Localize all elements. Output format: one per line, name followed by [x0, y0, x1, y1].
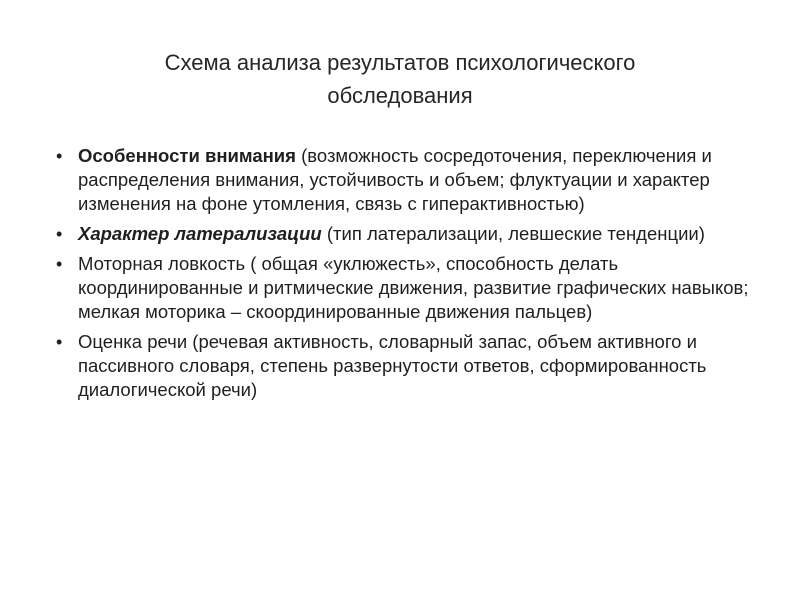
slide-title — [60, 46, 740, 112]
bullet-lead: Характер латерализации — [78, 223, 322, 244]
bullet-list — [56, 144, 756, 408]
bullet-item-attention — [56, 144, 756, 216]
bullet-item-speech — [56, 330, 756, 402]
bullet-marker-icon: • — [56, 224, 63, 244]
bullet-marker-icon: • — [56, 254, 63, 274]
bullet-marker-icon: • — [56, 332, 63, 352]
bullet-item-motor-skills — [56, 252, 756, 324]
bullet-marker-icon: • — [56, 146, 63, 166]
slide-title-line-1: Схема анализа результатов психологического — [164, 50, 636, 75]
bullet-text: (возможность сосредоточения, переключения и распределения внимания, устойчивость и объем; флуктуации и характер изменения на фоне утомления, связь с гиперактивностью) — [78, 145, 712, 214]
bullet-item-lateralization — [56, 222, 756, 246]
bullet-text: Моторная ловкость ( общая «уклюжесть», способность делать координированные и ритмические движения, развитие графических навыков; мелкая моторика – скоординированные движения пальцев) — [78, 253, 749, 322]
bullet-text: (тип латерализации, левшеские тенденции) — [321, 223, 705, 244]
bullet-lead: Особенности внимания — [78, 145, 296, 166]
bullet-text: Оценка речи (речевая активность, словарный запас, объем активного и пассивного словаря, степень развернутости ответов, сформированность диалогической речи) — [78, 331, 707, 400]
slide-title-line-2: обследования — [327, 83, 473, 108]
